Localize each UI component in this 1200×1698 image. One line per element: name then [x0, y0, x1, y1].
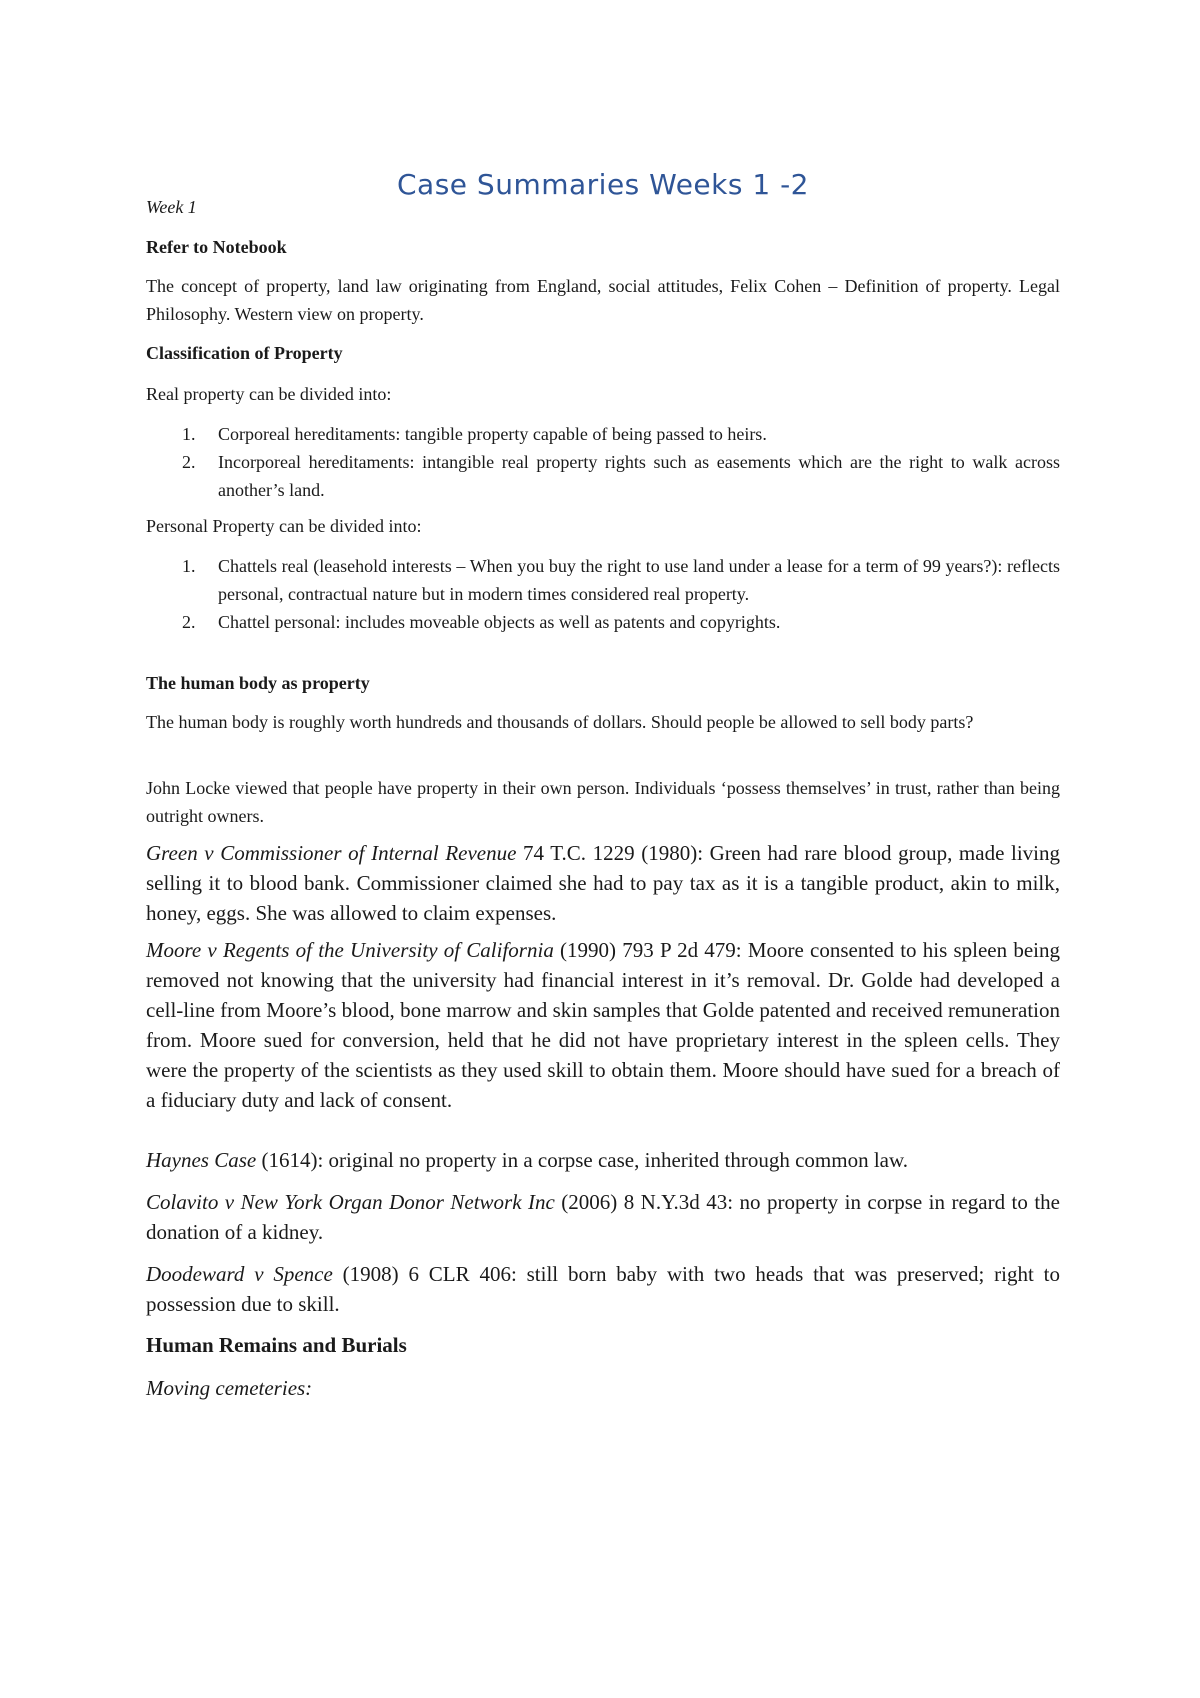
personal-property-intro: Personal Property can be divided into:: [146, 516, 422, 536]
list-item: [146, 420, 1060, 448]
moving-cemeteries: Moving cemeteries:: [146, 1376, 313, 1400]
list-item-text: Incorporeal hereditaments: intangible real property rights such as easements which are the right to walk across another’s land.: [218, 452, 1060, 500]
case-text: 74 T.C. 1229 (1980): Green had rare blood group, made living selling it to blood bank. Commissioner claimed she had to pay tax as it is a tangible product, akin to milk, honey, eggs. She was allowed to claim expenses.: [146, 841, 1060, 925]
remains-heading: Human Remains and Burials: [146, 1333, 407, 1357]
list-number: 2.: [182, 612, 196, 632]
list-item-text: Corporeal hereditaments: tangible property capable of being passed to heirs.: [218, 424, 767, 444]
human-body-paragraph-2: John Locke viewed that people have property in their own person. Individuals ‘possess themselves’ in trust, rather than being outright owners.: [146, 778, 1060, 826]
case-haynes: [146, 1145, 1060, 1175]
case-name: Doodeward v Spence: [146, 1262, 333, 1286]
case-moore: [146, 935, 1060, 1115]
case-text: (1614): original no property in a corpse case, inherited through common law.: [256, 1148, 909, 1172]
list-number: 1.: [182, 424, 196, 444]
case-text: (1990) 793 P 2d 479: Moore consented to his spleen being removed not knowing that the university had financial interest in it’s removal. Dr. Golde had developed a cell-line from Moore’s blood, bone marrow and skin samples that Golde patented and received remuneration from. Moore sued for conversion, held that he did not have proprietary interest in the spleen cells. They were the property of the scientists as they used skill to obtain them. Moore should have sued for a breach of a fiduciary duty and lack of consent.: [146, 938, 1060, 1112]
case-name: Haynes Case: [146, 1148, 257, 1172]
list-item-text: Chattels real (leasehold interests – When you buy the right to use land under a lease for a term of 99 years?): reflects personal, contractual nature but in modern times considered real property.: [218, 556, 1060, 604]
intro-paragraph: The concept of property, land law originating from England, social attitudes, Felix Cohen – Definition of property. Legal Philosophy. Western view on property.: [146, 276, 1060, 324]
list-number: 1.: [182, 556, 196, 576]
case-name: Green v Commissioner of Internal Revenue: [146, 841, 517, 865]
real-property-list: [146, 420, 1060, 504]
case-doodeward: [146, 1259, 1060, 1319]
human-body-paragraph-1: The human body is roughly worth hundreds and thousands of dollars. Should people be allowed to sell body parts?: [146, 712, 974, 732]
list-item: [146, 448, 1060, 504]
case-colavito: [146, 1187, 1060, 1247]
personal-property-list: [146, 552, 1060, 636]
case-name: Colavito v New York Organ Donor Network Inc: [146, 1190, 555, 1214]
refer-heading: Refer to Notebook: [146, 237, 287, 257]
list-item: [146, 608, 1060, 636]
classification-heading: Classification of Property: [146, 343, 343, 363]
real-property-intro: Real property can be divided into:: [146, 384, 392, 404]
list-item-text: Chattel personal: includes moveable objects as well as patents and copyrights.: [218, 612, 781, 632]
document-title: Case Summaries Weeks 1 -2: [397, 168, 809, 201]
week-label: Week 1: [146, 197, 197, 217]
list-number: 2.: [182, 452, 196, 472]
case-green: [146, 838, 1060, 928]
case-name: Moore v Regents of the University of California: [146, 938, 554, 962]
human-body-heading: The human body as property: [146, 673, 370, 693]
list-item: [146, 552, 1060, 608]
case-text: (1908) 6 CLR 406: still born baby with two heads that was preserved; right to possession due to skill.: [146, 1262, 1060, 1316]
case-text: (2006) 8 N.Y.3d 43: no property in corpse in regard to the donation of a kidney.: [146, 1190, 1060, 1244]
